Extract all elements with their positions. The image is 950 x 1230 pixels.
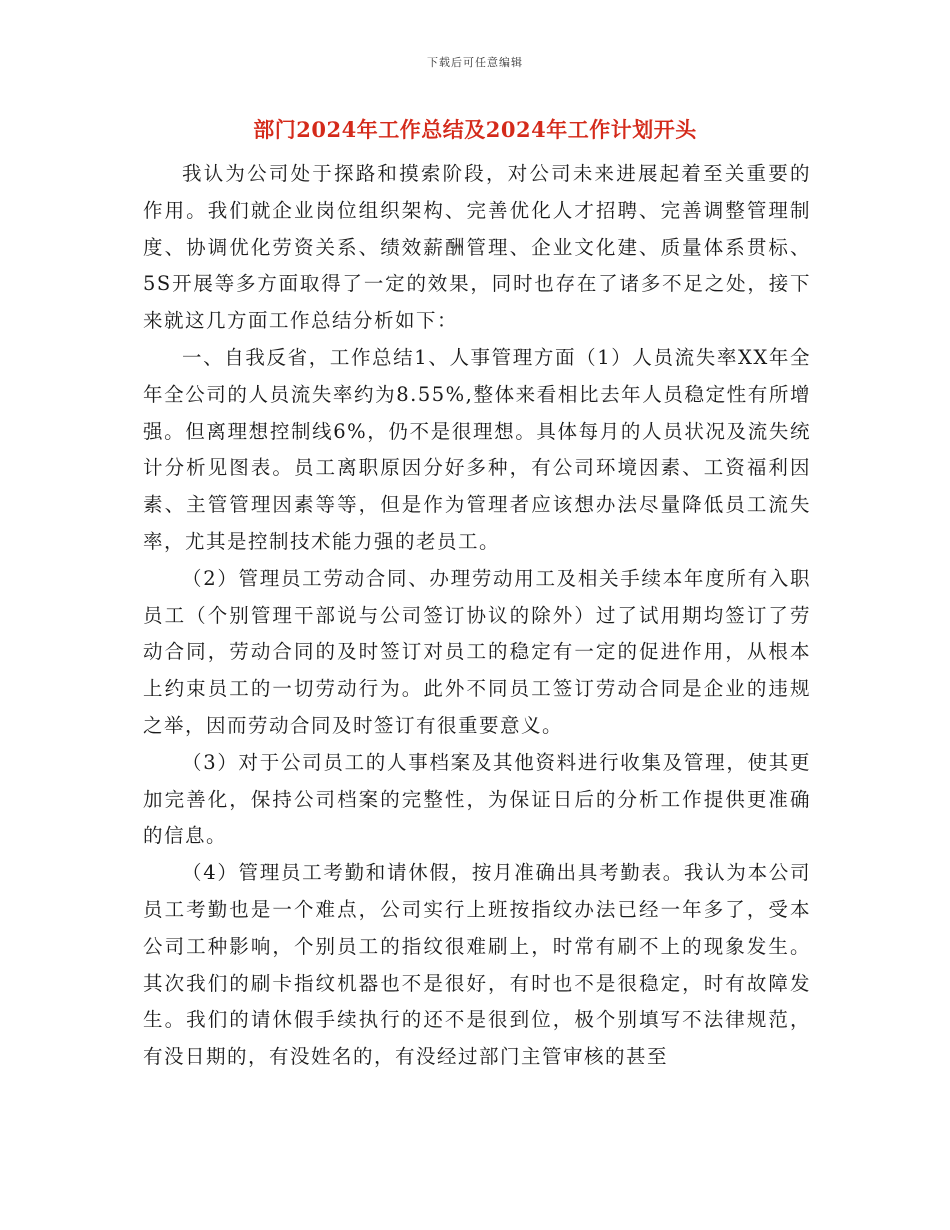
header-note: 下载后可任意编辑 [427,56,523,69]
paragraph-item-3: （3）对于公司员工的人事档案及其他资料进行收集及管理，使其更加完善化，保持公司档案的完整性，为保证日后的分析工作提供更准确的信息。 [143,750,811,848]
document-title: 部门2024年工作总结及2024年工作计划开头 [253,117,697,142]
paragraph-section-1: 一、自我反省，工作总结1、人事管理方面（1）人员流失率XX年全年全公司的人员流失率约为8.55%,整体来看相比去年人员稳定性有所增强。但离理想控制线6%，仍不是很理想。具体每月的人员状况及流失统计分析见图表。员工离职原因分好多种，有公司环境因素、工资福利因素、主管管理因素等等，但是作为管理者应该想办法尽量降低员工流失率，尤其是控制技术能力强的老员工。 [143,345,811,553]
paragraph-intro: 我认为公司处于探路和摸索阶段，对公司未来进展起着至关重要的作用。我们就企业岗位组织架构、完善优化人才招聘、完善调整管理制度、协调优化劳资关系、绩效薪酬管理、企业文化建、质量体系贯标、5S开展等多方面取得了一定的效果，同时也存在了诸多不足之处，接下来就这几方面工作总结分析如下： [143,162,811,333]
document-body [143,156,811,1076]
paragraph-item-2: （2）管理员工劳动合同、办理劳动用工及相关手续本年度所有入职员工（个别管理干部说与公司签订协议的除外）过了试用期均签订了劳动合同，劳动合同的及时签订对员工的稳定有一定的促进作用，从根本上约束员工的一切劳动行为。此外不同员工签订劳动合同是企业的违规之举，因而劳动合同及时签订有很重要意义。 [143,566,811,737]
paragraph-item-4: （4）管理员工考勤和请休假，按月准确出具考勤表。我认为本公司员工考勤也是一个难点，公司实行上班按指纹办法已经一年多了，受本公司工种影响，个别员工的指纹很难刷上，时常有刷不上的现象发生。其次我们的刷卡指纹机器也不是很好，有时也不是很稳定，时有故障发生。我们的请休假手续执行的还不是很到位，极个别填写不法律规范，有没日期的，有没姓名的，有没经过部门主管审核的甚至 [143,861,811,1069]
